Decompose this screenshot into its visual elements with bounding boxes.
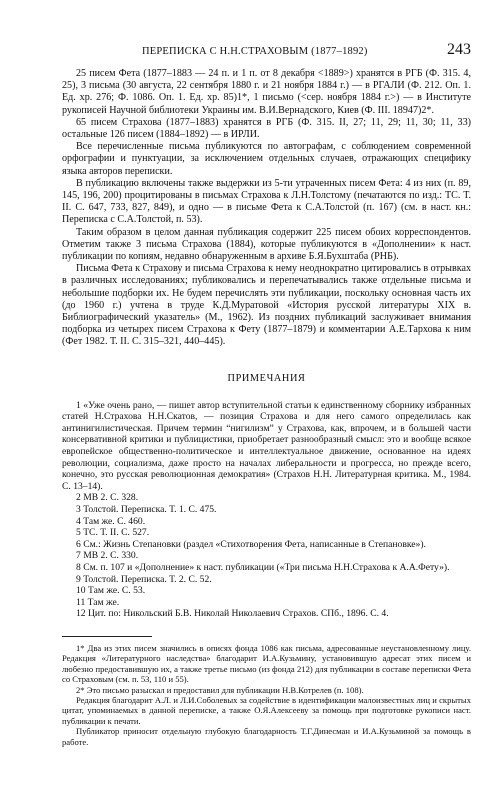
footnote-divider xyxy=(62,636,152,637)
footnote: 1* Два из этих писем значились в описях фонда 1086 как письма, адресованные неустановленному лицу. Редакция «Литературного наследства» благодарит И.А.Кузьмину, установившую адресат этих писем и любезно предоставившую их, а также третье письмо (из фонда 212) для публикации в составе переписки Фета со Страховым (см. п. 53, 110 и 55). xyxy=(62,642,471,685)
note: 10 Там же. С. 53. xyxy=(76,585,146,597)
paragraph: 25 писем Фета (1877–1883 — 24 п. и 1 п. от 8 декабря <1889>) хранятся в РГБ (Ф. 315. 4, 25), 3 письма (30 августа, 22 сентября 1880 г. и 21 ноября 1884 г.) — в РГАЛИ (Ф. 212. Оп. 1. Ед. хр. 276; Ф. 1086. Оп. 1. Ед. хр. 85)1*, 1 письмо (<сер. ноября 1884 г.>) — в Институте рукописей Научной библиотеки Украины им. В.И.Вернадского, Киев (Ф. III. 18947)2*. xyxy=(62,68,471,116)
note: 7 МВ 2. С. 330. xyxy=(76,550,139,562)
note: 11 Там же. xyxy=(76,596,120,608)
note: 6 См.: Жизнь Степановки (раздел «Стихотворения Фета, написанные в Степановке»). xyxy=(76,538,426,550)
paragraph: Все перечисленные письма публикуются по автографам, с соблюдением современной орфографии и пунктуации, за исключением отдельных случаев, отражающих специфику языка авторов переписки. xyxy=(62,141,471,177)
note: 3 Толстой. Переписка. Т. 1. С. 475. xyxy=(76,504,217,516)
paragraph: Письма Фета к Страхову и письма Страхова к нему неоднократно цитировались в отрывках в различных исследованиях; публиковались и перепечатывались также отдельные письма и небольшие подборки их. Не будем перечислять эти публикации, поскольку основная часть их (до 1960 г.) учтена в труде К.Д.Муратовой «История русской литературы XIX в. Библиографический указатель» (М., 1962). Из поздних публикаций заслуживает внимания подборка из четырех писем Страхова к Фету (1877–1879) и комментарии А.Е.Тархова к ним (Фет 1982. Т. II. С. 315–321, 440–445). xyxy=(62,263,471,348)
notes-list xyxy=(62,400,471,620)
note: 2 МВ 2. С. 328. xyxy=(76,492,139,504)
footnote: Редакция благодарит А.Л. и Л.И.Соболевых за содействие в идентификации малоизвестных лиц и скрытых цитат, упоминаемых в данной переписке, а также О.Я.Алексееву за помощь при подготовке рукописи наст. публикации к печати. xyxy=(62,694,471,726)
note: 12 Цит. по: Никольский Б.В. Николай Николаевич Страхов. СПб., 1896. С. 4. xyxy=(76,608,389,620)
body-text xyxy=(62,68,471,349)
paragraph: Таким образом в целом данная публикация содержит 225 писем обоих корреспондентов. Отметим также 3 письма Страхова (1884), которые публикуются в «Дополнении» к наст. публикации по копиям, недавно обнаруженным в архиве Б.Я.Бухштаба (РНБ). xyxy=(62,226,471,263)
note: 4 Там же. С. 460. xyxy=(76,515,146,527)
note: 5 ТС. Т. II. С. 527. xyxy=(76,527,150,539)
footnotes xyxy=(62,643,471,747)
footnote: Публикатор приносит отдельную глубокую благодарность Т.Г.Динесман и И.А.Кузьминой за помощь в работе. xyxy=(62,726,471,747)
paragraph: 65 писем Страхова (1877–1883) хранятся в РГБ (Ф. 315. II, 27; 11, 29; 11, 30; 11, 33) остальные 126 писем (1884–1892) — в ИРЛИ. xyxy=(62,116,471,141)
page-number: 243 xyxy=(447,41,471,58)
notes-heading: ПРИМЕЧАНИЯ xyxy=(227,372,306,384)
note: 8 См. п. 107 и «Дополнение» к наст. публикации («Три письма Н.Н.Страхова к А.А.Фету»). xyxy=(76,561,450,573)
paragraph: В публикацию включены также выдержки из 5-ти утраченных писем Фета: 4 из них (п. 89, 145, 196, 200) процитированы в письмах Страхова к Л.Н.Толстому (печатаются по изд.: ТС. Т. II. С. 647, 733, 827, 849), и одно — в письме Фета к С.А.Толстой (п. 167) (см. в наст. кн.: Переписка с С.А.Толстой, п. 53). xyxy=(62,177,471,226)
page-header xyxy=(62,40,471,60)
note: 1 «Уже очень рано, — пишет автор вступительной статьи к единственному сборнику избранных статей Н.Страхова Н.Н.Скатов, — позиция Страхова и для него самого определилась как антинигилистическая. Причем термин “нигилизм” у Страхова, как, впрочем, и в большей части консервативной критики и публицистики, приобретает разнообразный смысл: это и вообще всякое европейское общественно-политическое и интеллектуальное движение, основанное на идеях революции, социализма, даже просто на началах либеральности и прогресса, но прежде всего, конечно, это русская революционная демократия» (Страхов Н.Н. Литературная критика. М., 1984. С. 13–14). xyxy=(62,399,471,492)
note: 9 Толстой. Переписка. Т. 2. С. 52. xyxy=(76,573,212,585)
footnote: 2* Это письмо разыскал и предоставил для публикации Н.В.Котрелев (п. 108). xyxy=(76,684,364,695)
running-head: ПЕРЕПИСКА С Н.Н.СТРАХОВЫМ (1877–1892) xyxy=(142,46,368,57)
